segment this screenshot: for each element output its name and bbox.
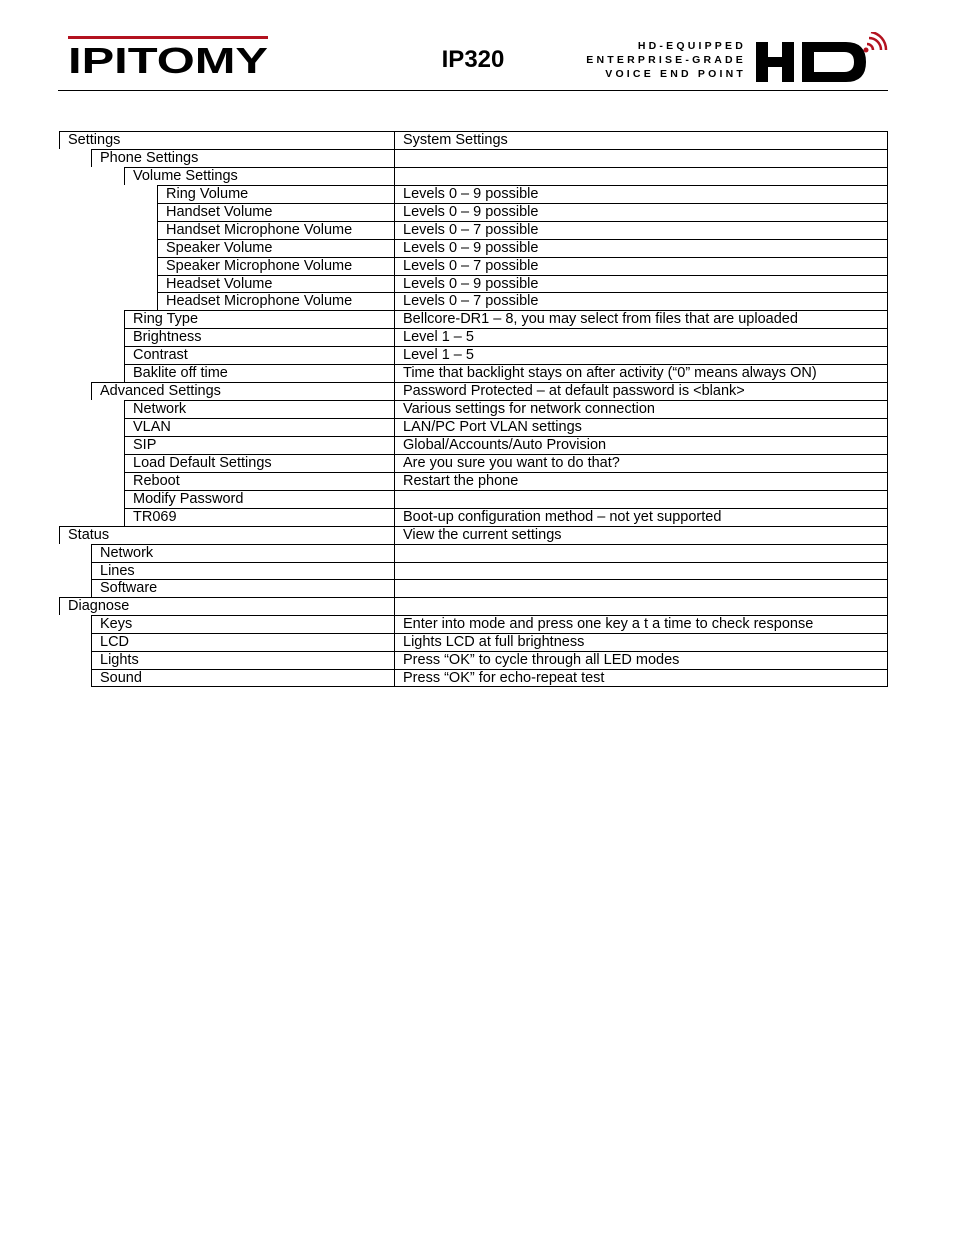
menu-item-description: Time that backlight stays on after activity (“0” means always ON) — [394, 364, 888, 382]
menu-item-description — [394, 167, 888, 185]
menu-item-label: Contrast — [124, 346, 394, 364]
table-row — [59, 490, 888, 508]
menu-item-label: Ring Type — [124, 310, 394, 328]
model-title: IP320 — [441, 46, 505, 73]
menu-item-label: Speaker Microphone Volume — [157, 257, 394, 275]
table-row — [59, 526, 888, 544]
table-row — [59, 454, 888, 472]
table-row — [59, 418, 888, 436]
page-header — [58, 28, 888, 90]
table-row — [59, 382, 888, 400]
table-row — [59, 508, 888, 526]
menu-item-label: Modify Password — [124, 490, 394, 508]
menu-item-label: Handset Microphone Volume — [157, 221, 394, 239]
menu-item-description: Various settings for network connection — [394, 400, 888, 418]
menu-item-description: Levels 0 – 7 possible — [394, 257, 888, 275]
menu-item-label: Lines — [91, 562, 394, 580]
header-rule — [58, 90, 888, 91]
menu-item-label: Ring Volume — [157, 185, 394, 203]
menu-item-label: Advanced Settings — [91, 382, 394, 400]
menu-item-description: Boot-up configuration method – not yet supported — [394, 508, 888, 526]
menu-item-label: VLAN — [124, 418, 394, 436]
tagline-line-3: VOICE END POINT — [605, 68, 746, 80]
tagline-line-2: ENTERPRISE-GRADE — [586, 54, 746, 66]
table-row — [59, 328, 888, 346]
menu-item-description: View the current settings — [394, 526, 888, 544]
table-row — [59, 597, 888, 615]
menu-item-label: Sound — [91, 669, 394, 687]
table-row — [59, 167, 888, 185]
table-row — [59, 185, 888, 203]
menu-item-label: LCD — [91, 633, 394, 651]
menu-item-label: Reboot — [124, 472, 394, 490]
menu-item-description: Levels 0 – 9 possible — [394, 239, 888, 257]
table-row — [59, 239, 888, 257]
table-row — [59, 203, 888, 221]
menu-item-label: Status — [59, 526, 394, 544]
table-row — [59, 544, 888, 562]
menu-item-label: Volume Settings — [124, 167, 394, 185]
menu-item-description: Levels 0 – 9 possible — [394, 185, 888, 203]
menu-item-description: Levels 0 – 9 possible — [394, 275, 888, 293]
table-row — [59, 615, 888, 633]
table-row — [59, 579, 888, 597]
menu-item-label: Settings — [59, 131, 394, 149]
menu-item-label: Network — [124, 400, 394, 418]
menu-item-label: Speaker Volume — [157, 239, 394, 257]
table-row — [59, 257, 888, 275]
menu-item-label: Baklite off time — [124, 364, 394, 382]
menu-item-description: Level 1 – 5 — [394, 346, 888, 364]
menu-item-description — [394, 579, 888, 597]
menu-tree-table — [59, 131, 888, 687]
menu-item-label: Headset Microphone Volume — [157, 292, 394, 310]
table-row — [59, 562, 888, 580]
table-row — [59, 633, 888, 651]
table-row — [59, 275, 888, 293]
table-row — [59, 400, 888, 418]
table-row — [59, 651, 888, 669]
menu-item-label: Brightness — [124, 328, 394, 346]
tagline-line-1: HD-EQUIPPED — [637, 40, 746, 52]
menu-item-description — [394, 597, 888, 615]
menu-item-label: Load Default Settings — [124, 454, 394, 472]
menu-item-label: Lights — [91, 651, 394, 669]
menu-item-label: Headset Volume — [157, 275, 394, 293]
table-row — [59, 436, 888, 454]
table-row — [59, 149, 888, 167]
menu-item-label: Phone Settings — [91, 149, 394, 167]
menu-item-label: Network — [91, 544, 394, 562]
table-row — [59, 346, 888, 364]
menu-item-description: Level 1 – 5 — [394, 328, 888, 346]
menu-item-description — [394, 544, 888, 562]
menu-item-description: Bellcore-DR1 – 8, you may select from files that are uploaded — [394, 310, 888, 328]
menu-item-description: Levels 0 – 7 possible — [394, 292, 888, 310]
menu-item-label: SIP — [124, 436, 394, 454]
tagline — [586, 39, 746, 81]
menu-item-label: TR069 — [124, 508, 394, 526]
menu-item-label: Handset Volume — [157, 203, 394, 221]
menu-item-description: Press “OK” to cycle through all LED modes — [394, 651, 888, 669]
table-row — [59, 364, 888, 382]
menu-item-description: System Settings — [394, 131, 888, 149]
menu-item-description: LAN/PC Port VLAN settings — [394, 418, 888, 436]
brand-wordmark: IPITOMY — [68, 40, 268, 76]
menu-item-label: Diagnose — [59, 597, 394, 615]
table-row — [59, 131, 888, 149]
hd-logo — [754, 32, 888, 84]
table-row — [59, 472, 888, 490]
table-row — [59, 292, 888, 310]
menu-item-label: Software — [91, 579, 394, 597]
menu-item-description — [394, 562, 888, 580]
table-row — [59, 310, 888, 328]
table-row — [59, 669, 888, 687]
menu-item-description: Enter into mode and press one key a t a time to check response — [394, 615, 888, 633]
menu-item-description: Levels 0 – 9 possible — [394, 203, 888, 221]
menu-item-description — [394, 490, 888, 508]
menu-item-description: Password Protected – at default password is <blank> — [394, 382, 888, 400]
menu-item-description: Restart the phone — [394, 472, 888, 490]
menu-item-description: Lights LCD at full brightness — [394, 633, 888, 651]
table-row — [59, 221, 888, 239]
menu-item-description: Press “OK” for echo-repeat test — [394, 669, 888, 687]
menu-item-description: Global/Accounts/Auto Provision — [394, 436, 888, 454]
menu-item-description: Are you sure you want to do that? — [394, 454, 888, 472]
menu-item-description — [394, 149, 888, 167]
menu-item-label: Keys — [91, 615, 394, 633]
menu-item-description: Levels 0 – 7 possible — [394, 221, 888, 239]
